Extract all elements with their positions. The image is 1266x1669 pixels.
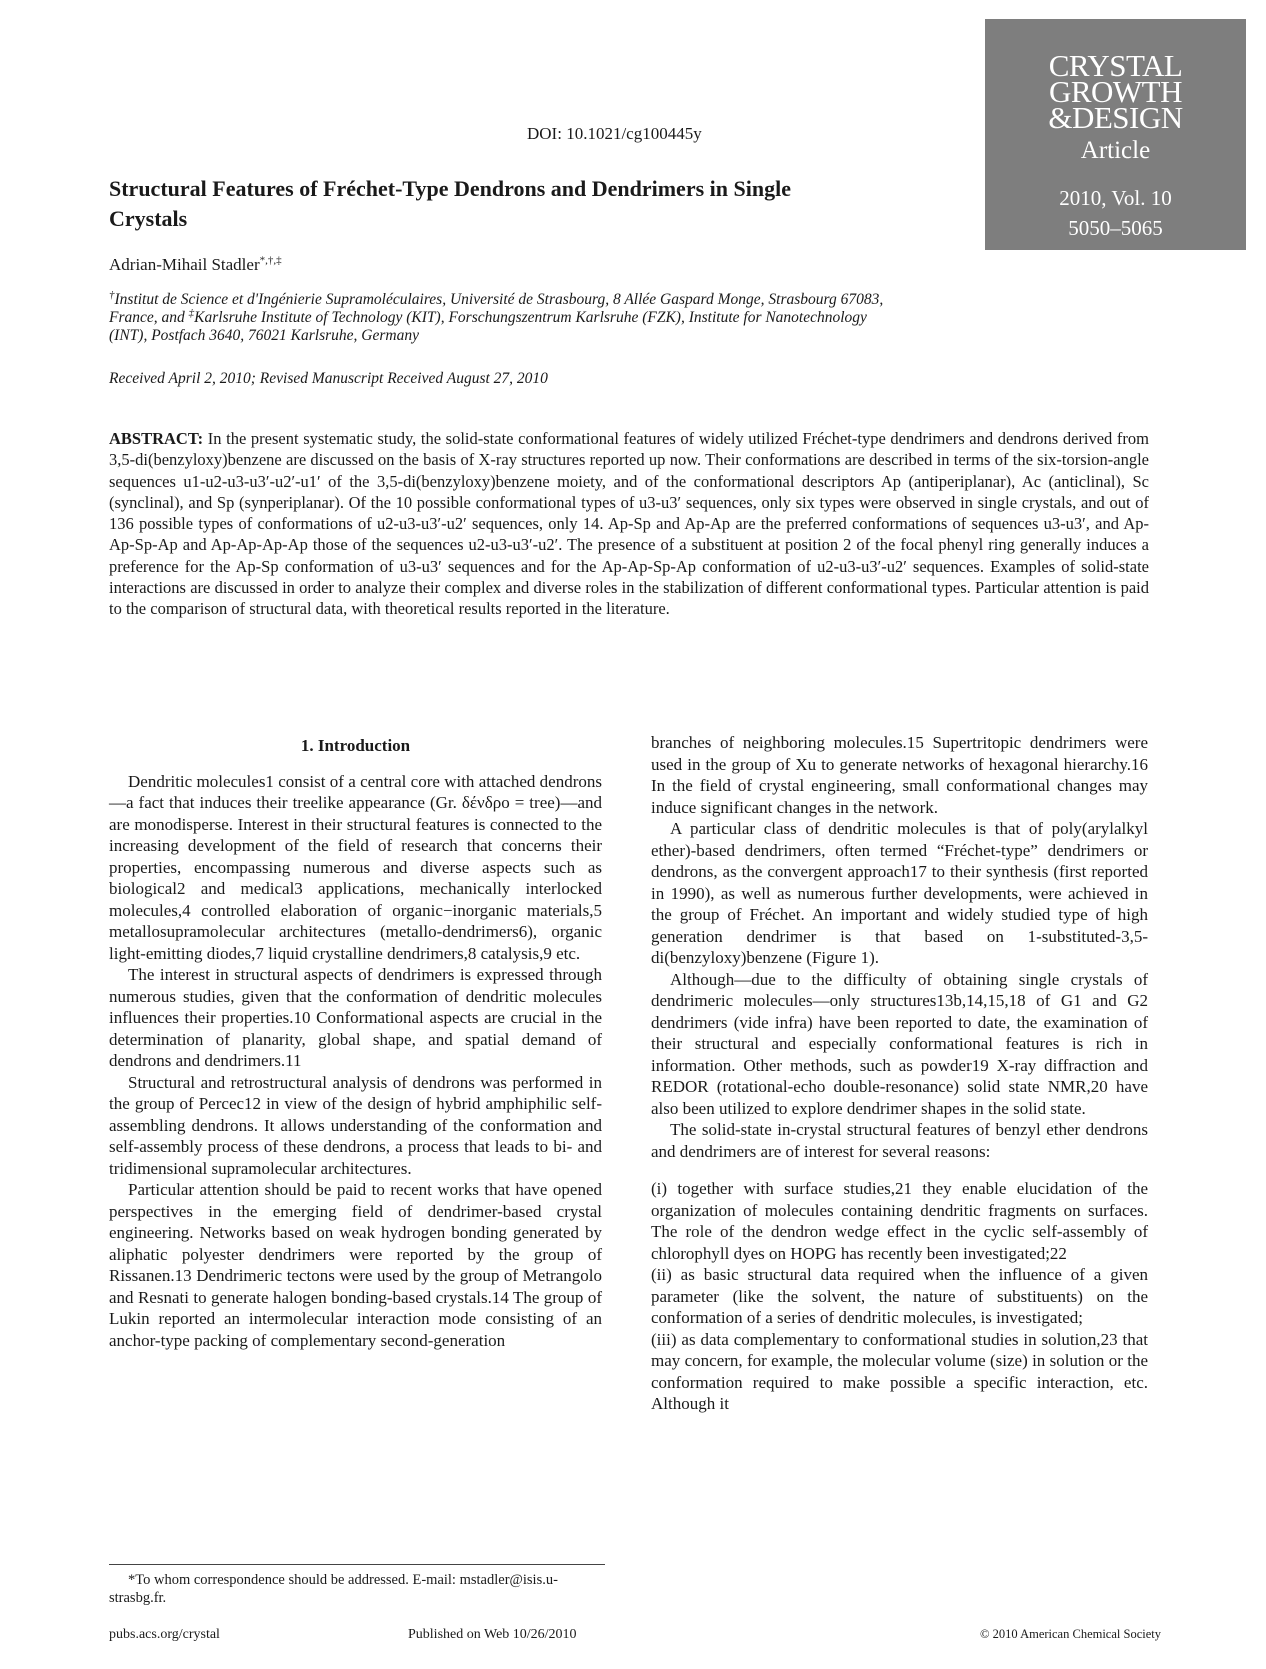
affil-1: Institut de Science et d'Ingénierie Supramoléculaires, Université de Strasbourg, 8 Allée Gaspard Monge, Strasbourg 67083, France, and [109, 291, 884, 326]
author-name: Adrian-Mihail Stadler [109, 255, 260, 274]
abstract-text: In the present systematic study, the solid-state conformational features of widely utilized Fréchet-type dendrimers and dendrons derived from 3,5-di(benzyloxy)benzene are discussed on the basis of X-ray structures reported up now. Their conformations are described in terms of the six-torsion-angle sequences u1-u2-u3-u3′-u2′-u1′ of the 3,5-di(benzyloxy)benzene moiety, and of the conformational descriptors Ap (antiperiplanar), Ac (anticlinal), Sc (synclinal), and Sp (synperiplanar). Of the 10 possible conformational types of u3-u3′ sequences, only six types were observed in single crystals, and out of 136 possible types of conformations of u2-u3-u3′-u2′ sequences, only 14. Ap-Sp and Ap-Ap are the preferred conformations of sequences u3-u3′, and Ap-Ap-Sp-Ap and Ap-Ap-Ap-Ap those of the sequences u2-u3-u3′-u2′. The presence of a substituent at position 2 of the focal phenyl ring generally induces a preference for the Ap-Sp conformation of u3-u3′ sequences and for the Ap-Ap-Sp-Ap conformation of u2-u3-u3′-u2′ sequences. Examples of solid-state interactions are discussed in order to analyze their complex and diverse roles in the stabilization of different conformational types. Particular attention is paid to the comparison of structural data, with theoretical results reported in the literature. [109, 429, 1149, 619]
journal-name-line3: &DESIGN [1048, 100, 1183, 135]
paragraph: Structural and retrostructural analysis of dendrons was performed in the group of Percec12 in view of the design of hybrid amphiphilic self-assembling dendrons. It allows understanding of the conformation and self-assembly process of these dendrons, a process that leads to bi- and tridimensional supramolecular architectures. [109, 1072, 602, 1178]
correspondence-footnote: *To whom correspondence should be addressed. E-mail: mstadler@isis.u-strasbg.fr. [109, 1572, 558, 1606]
affiliations [109, 288, 889, 345]
author-marks: *,†,‡ [259, 254, 282, 267]
paragraph: Although—due to the difficulty of obtaining single crystals of dendrimeric molecules—only structures13b,14,15,18 of G1 and G2 dendrimers (vide infra) have been reported to date, the examination of their structural and especially conformational features is rich in information. Other methods, such as powder19 X-ray diffraction and REDOR (rotational-echo double-resonance) solid state NMR,20 have also been utilized to explore dendrimer shapes in the solid state. [651, 969, 1148, 1118]
journal-name-line2: GROWTH [1048, 74, 1183, 109]
section-heading: 1. Introduction [300, 736, 411, 755]
author-line [109, 255, 282, 275]
affil-mark-1: † [109, 288, 115, 301]
list-item: (i) together with surface studies,21 they enable elucidation of the organization of molecules containing dendritic fragments on surfaces. The role of the dendron wedge effect in the cyclic self-assembly of chlorophyll dyes on HOPG has recently been investigated;22 [651, 1179, 1148, 1263]
footer-copyright: © 2010 American Chemical Society [980, 1627, 1161, 1641]
paragraph: A particular class of dendritic molecules is that of poly(arylalkyl ether)-based dendrimers, often termed “Fréchet-type” dendrimers or dendrons, as the convergent approach17 to their synthesis (first reported in 1990), as well as numerous further developments, were achieved in the group of Fréchet. An important and widely studied type of high generation dendrimer is that based on 1-substituted-3,5-di(benzyloxy)benzene (Figure 1). [651, 819, 1148, 967]
paragraph: branches of neighboring molecules.15 Supertritopic dendrimers were used in the group of Xu to generate networks of hexagonal hierarchy.16 In the field of crystal engineering, small conformational changes may induce significant changes in the network. [651, 733, 1148, 817]
affil-mark-2: ‡ [188, 306, 195, 319]
doi[interactable]: DOI: 10.1021/cg100445y [527, 124, 702, 143]
paragraph: Particular attention should be paid to recent works that have opened perspectives in the emerging field of dendrimer-based crystal engineering. Networks based on weak hydrogen bonding generated by aliphatic polyester dendrimers were reported by the group of Rissanen.13 Dendrimeric tectons were used by the group of Metrangolo and Resnati to generate halogen bonding-based crystals.14 The group of Lukin reported an intermolecular interaction mode consisting of an anchor-type packing of complementary second-generation [109, 1180, 602, 1350]
right-column [651, 732, 1148, 1415]
footer-journal-url[interactable]: pubs.acs.org/crystal [109, 1627, 220, 1642]
left-column [109, 735, 602, 1351]
paper-title: Structural Features of Fréchet-Type Dendrons and Dendrimers in Single Crystals [109, 176, 791, 231]
list-item: (iii) as data complementary to conformational studies in solution,23 that may concern, for example, the molecular volume (size) in solution or the conformation required to make possible a specific interaction, etc. Although it [651, 1329, 1148, 1413]
journal-volume: 2010, Vol. 10 [1059, 186, 1172, 210]
journal-name-line1: CRYSTAL [1048, 48, 1183, 83]
journal-logo-box [985, 19, 1246, 250]
paragraph: The solid-state in-crystal structural features of benzyl ether dendrons and dendrimers are of interest for several reasons: [651, 1120, 1148, 1161]
affil-2: Karlsruhe Institute of Technology (KIT), Forschungszentrum Karlsruhe (FZK), Institute for Nanotechnology (INT), Postfach 3640, 76021 Karlsruhe, Germany [109, 309, 867, 344]
footnote-divider [109, 1564, 605, 1565]
paragraph: The interest in structural aspects of dendrimers is expressed through numerous studies, given that the conformation of dendritic molecules influences their properties.10 Conformational aspects are crucial in the determination of planarity, global shape, and spatial demand of dendrons and dendrimers.11 [109, 965, 602, 1070]
abstract-label: ABSTRACT: [109, 429, 204, 448]
article-type: Article [1080, 137, 1151, 164]
footer-published-date: Published on Web 10/26/2010 [408, 1627, 577, 1642]
paragraph: Dendritic molecules1 consist of a central core with attached dendrons—a fact that induces their treelike appearance (Gr. δένδρο = tree)—and are monodisperse. Interest in their structural features is connected to the increasing development of the field of research that concerns their properties, encompassing numerous and diverse aspects such as biological2 and medical3 applications, mechanically interlocked molecules,4 controlled elaboration of organic−inorganic materials,5 metallosupramolecular architectures (metallo-dendrimers6), organic light-emitting diodes,7 liquid crystalline dendrimers,8 catalysis,9 etc. [109, 771, 602, 963]
abstract [109, 428, 1149, 620]
journal-pages: 5050–5065 [1068, 216, 1163, 240]
list-item: (ii) as basic structural data required when the influence of a given parameter (like the solvent, the nature of substituents) on the conformation of a series of dendritic molecules, is investigated; [651, 1265, 1148, 1327]
received-dates: Received April 2, 2010; Revised Manuscript Received August 27, 2010 [109, 370, 548, 387]
